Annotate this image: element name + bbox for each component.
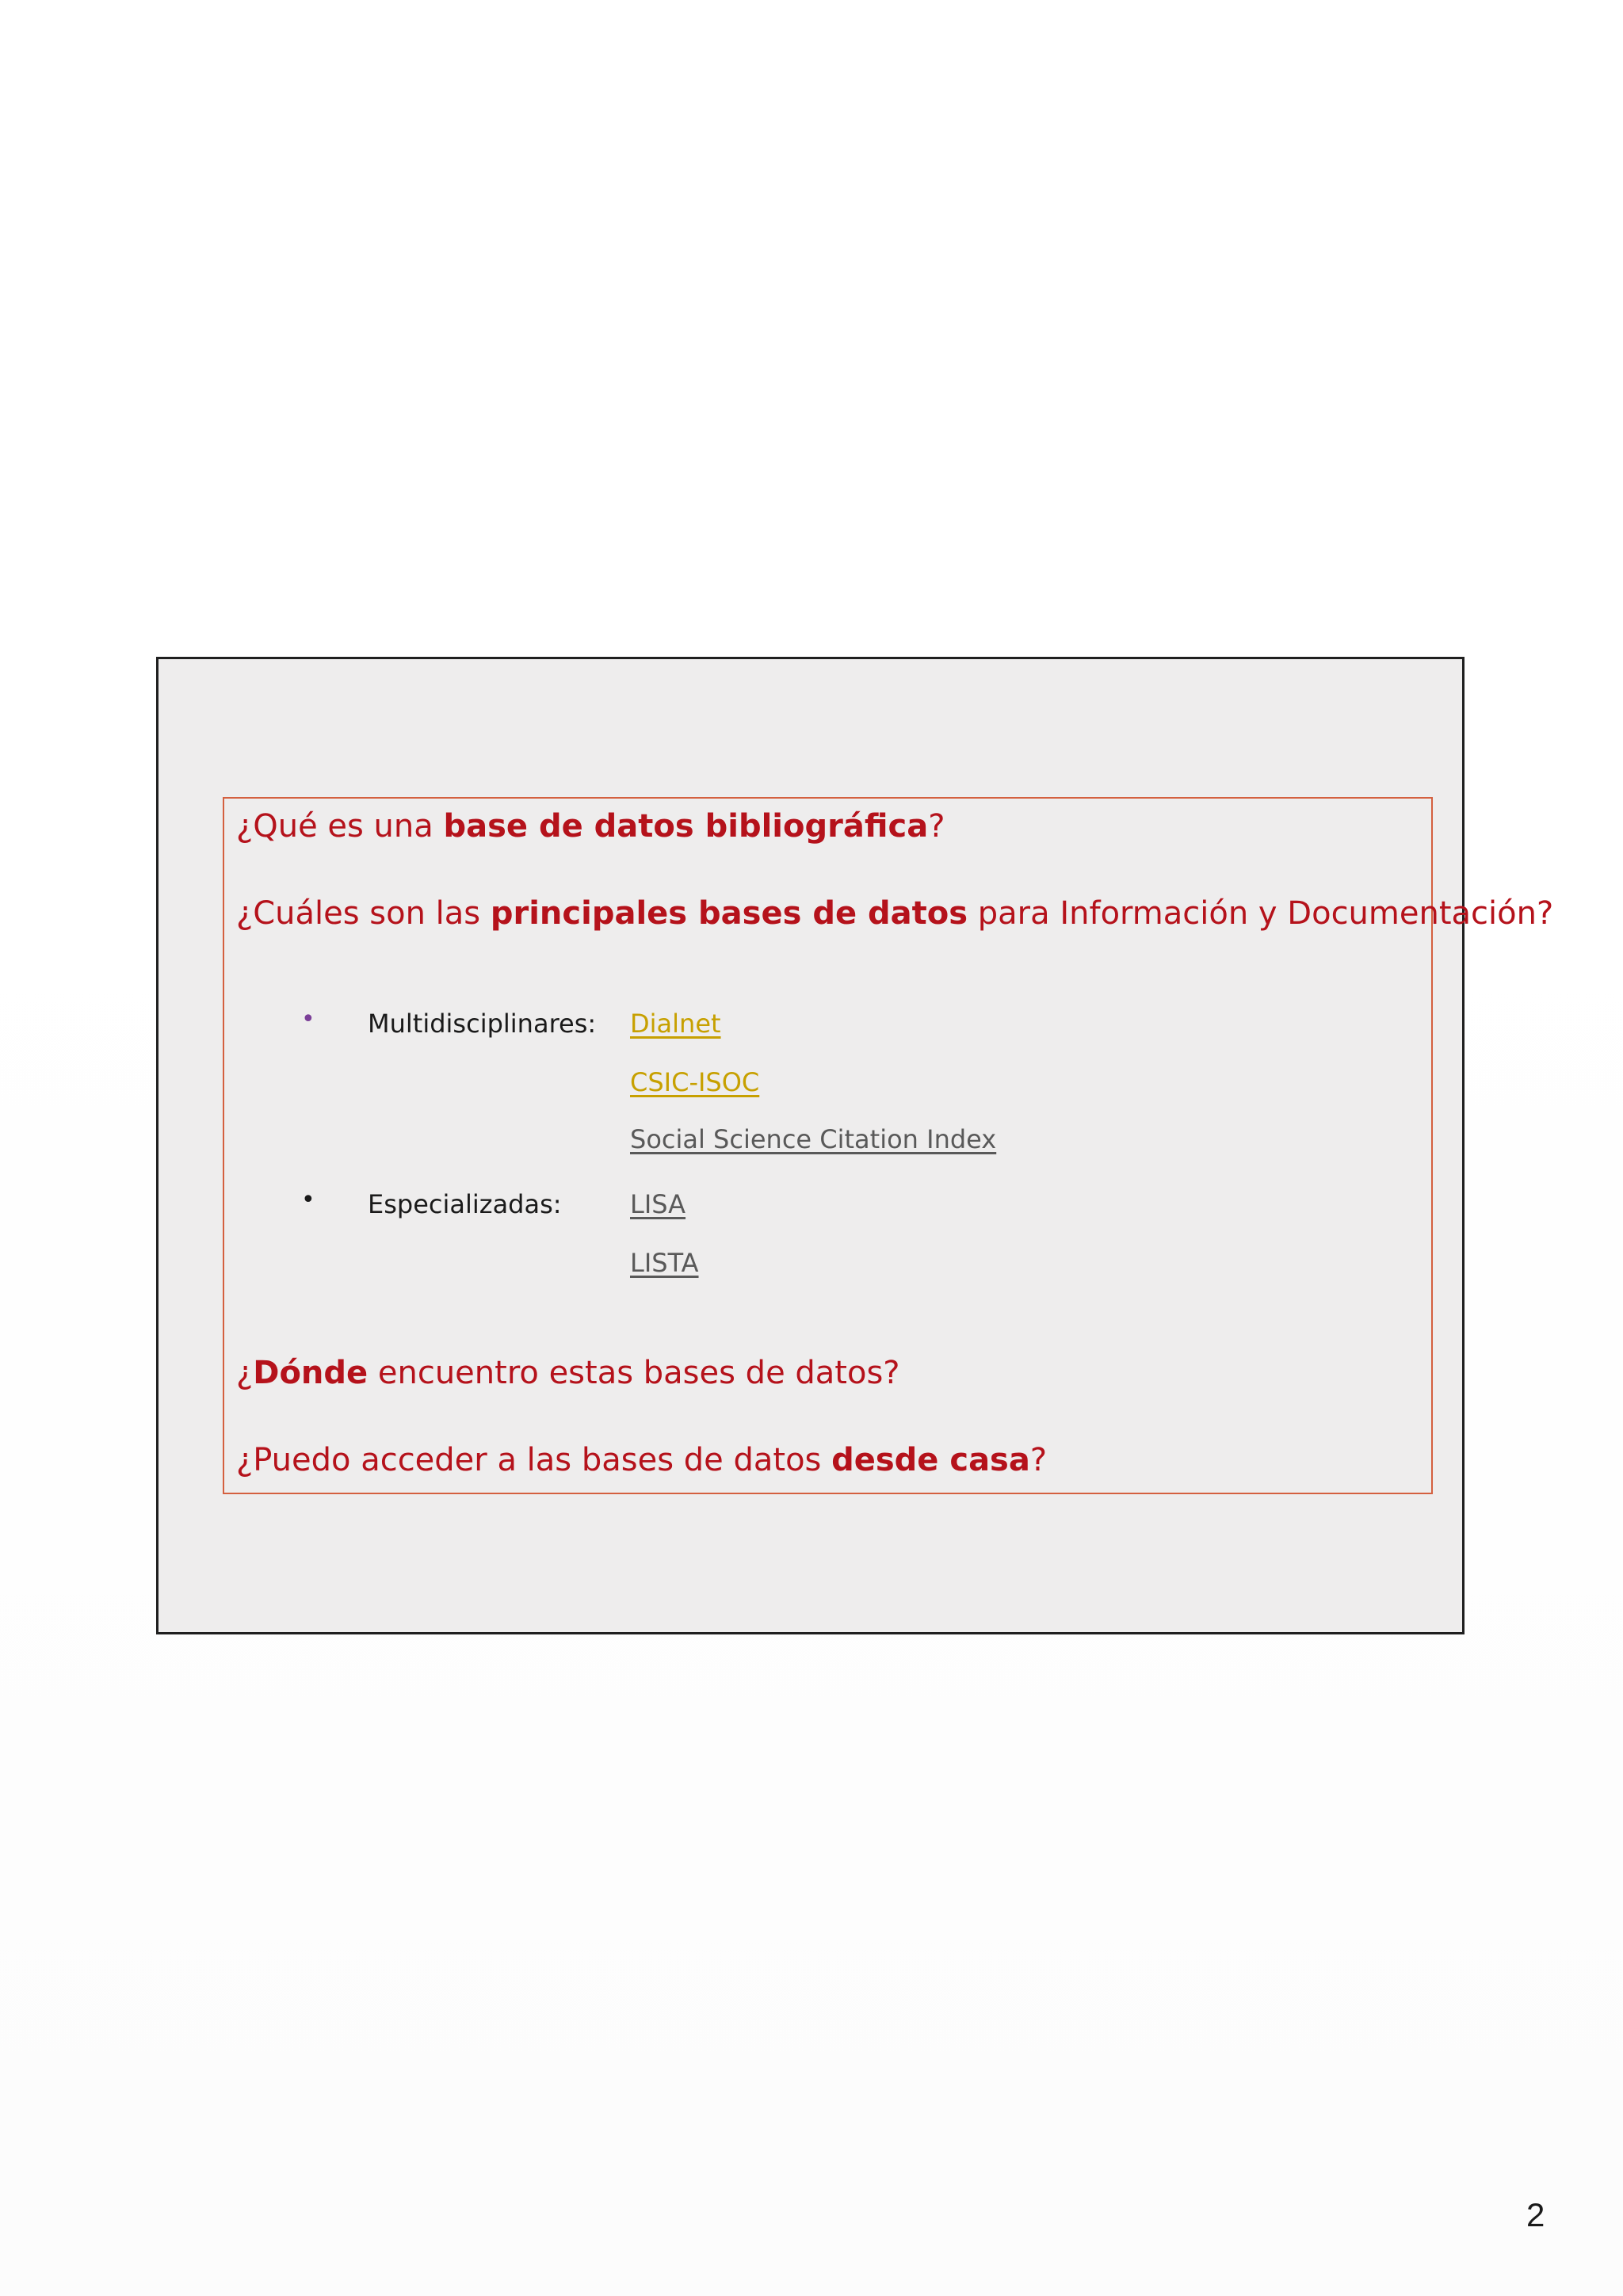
question-access-from-home — [236, 1441, 1047, 1479]
question-text: ¿Puedo acceder a las bases de datos — [236, 1442, 832, 1478]
page-number: 2 — [1526, 2196, 1545, 2233]
question-text: ? — [1029, 1442, 1048, 1478]
category-label-multidisciplinary: Multidisciplinares: — [368, 1009, 597, 1039]
link-csic-isoc[interactable]: CSIC-ISOC — [630, 1067, 760, 1097]
question-emphasis: principales bases de datos — [490, 895, 968, 932]
question-what-is-database — [236, 807, 945, 845]
question-where-to-find — [236, 1354, 900, 1392]
bullet-icon: • — [301, 1005, 315, 1033]
bullet-icon: • — [301, 1186, 315, 1214]
question-emphasis: Dónde — [253, 1355, 369, 1391]
question-emphasis: base de datos bibliográfica — [443, 808, 929, 845]
question-text: para Información y Documentación? — [968, 895, 1554, 932]
link-dialnet[interactable]: Dialnet — [630, 1009, 721, 1039]
question-text: encuentro estas bases de datos? — [368, 1355, 900, 1391]
question-text: ¿ — [236, 1355, 254, 1391]
question-main-databases — [236, 894, 1553, 933]
question-emphasis: desde casa — [831, 1442, 1030, 1478]
link-social-science-citation-index[interactable]: Social Science Citation Index — [630, 1124, 997, 1154]
question-text: ¿Qué es una — [236, 808, 444, 845]
category-label-specialized: Especializadas: — [368, 1189, 562, 1219]
link-lisa[interactable]: LISA — [630, 1189, 686, 1219]
question-text: ¿Cuáles son las — [236, 895, 491, 932]
link-lista[interactable]: LISTA — [630, 1248, 699, 1278]
question-text: ? — [928, 808, 945, 845]
